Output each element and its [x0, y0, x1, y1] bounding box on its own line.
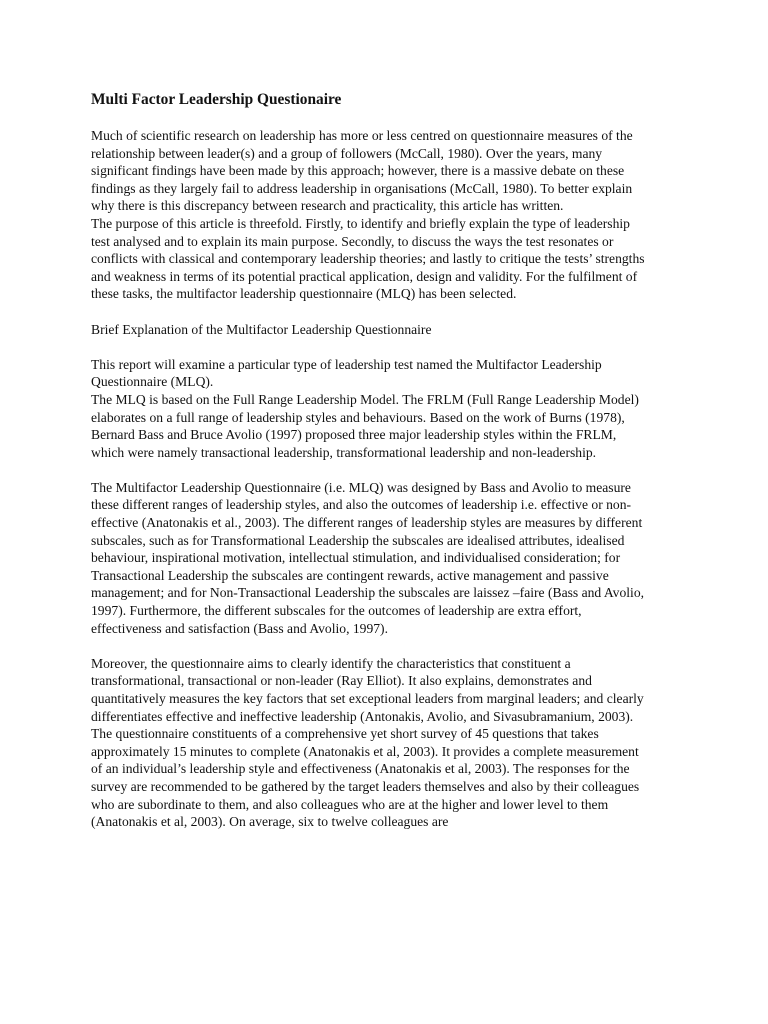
document-page	[91, 90, 651, 831]
paragraph-intro: Much of scientific research on leadership has more or less centred on questionnaire measures of the relationship between leader(s) and a group of followers (McCall, 1980). Over the years, many significant findings have been made by this approach; however, there is a massive debate on these findings as they largely fail to address leadership in organisations (McCall, 1980). To better explain why there is this discrepancy between research and practicality, this article has written.	[91, 128, 633, 214]
section-heading: Brief Explanation of the Multifactor Leadership Questionnaire	[91, 321, 432, 337]
paragraph-characteristics: Moreover, the questionnaire aims to clearly identify the characteristics that constituent a transformational, transactional or non-leader (Ray Elliot). It also explains, demonstrates and quantitatively measures the key factors that set exceptional leaders from marginal leaders; and clearly differentiates effective and ineffective leadership (Antonakis, Avolio, and Sivasubramanium, 2003).	[91, 655, 644, 724]
paragraph-mlq-model: The MLQ is based on the Full Range Leadership Model. The FRLM (Full Range Leadership Model) elaborates on a full range of leadership styles and behaviours. Based on the work of Burns (1978), Bernard Bass and Bruce Avolio (1997) proposed three major leadership styles within the FRLM, which were namely transactional leadership, transformational leadership and non-leadership.	[91, 391, 639, 460]
paragraph-mlq-design: The Multifactor Leadership Questionnaire (i.e. MLQ) was designed by Bass and Avolio to measure these different ranges of leadership styles, and also the outcomes of leadership i.e. effective or non-effective (Anatonakis et al., 2003). The different ranges of leadership styles are measures by different subscales, such as for Transformational Leadership the subscales are idealised attributes, idealised behaviour, inspirational motivation, intellectual stimulation, and individualised consideration; for Transactional Leadership the subscales are contingent rewards, active management and passive management; and for Non-Transactional Leadership the subscales are laissez –faire (Bass and Avolio, 1997). Furthermore, the different subscales for the outcomes of leadership are extra effort, effectiveness and satisfaction (Bass and Avolio, 1997).	[91, 479, 645, 636]
paragraph-purpose: The purpose of this article is threefold. Firstly, to identify and briefly explain the type of leadership test analysed and to explain its main purpose. Secondly, to discuss the ways the test resonates or conflicts with classical and contemporary leadership theories; and lastly to critique the tests’ strengths and weakness in terms of its potential practical application, design and validity. For the fulfilment of these tasks, the multifactor leadership questionnaire (MLQ) has been selected.	[91, 215, 645, 302]
paragraph-survey: The questionnaire constituents of a comprehensive yet short survey of 45 questions that takes approximately 15 minutes to complete (Anatonakis et al, 2003). It provides a complete measurement of an individual’s leadership style and effectiveness (Anatonakis et al, 2003). The responses for the survey are recommended to be gathered by the target leaders themselves and also by their colleagues who are subordinate to them, and also colleagues who are at the higher and lower level to them (Anatonakis et al, 2003). On average, six to twelve colleagues are	[91, 726, 640, 830]
document-title: Multi Factor Leadership Questionaire	[91, 91, 342, 108]
paragraph-report: This report will examine a particular type of leadership test named the Multifactor Leadership Questionnaire (MLQ).	[91, 356, 602, 390]
